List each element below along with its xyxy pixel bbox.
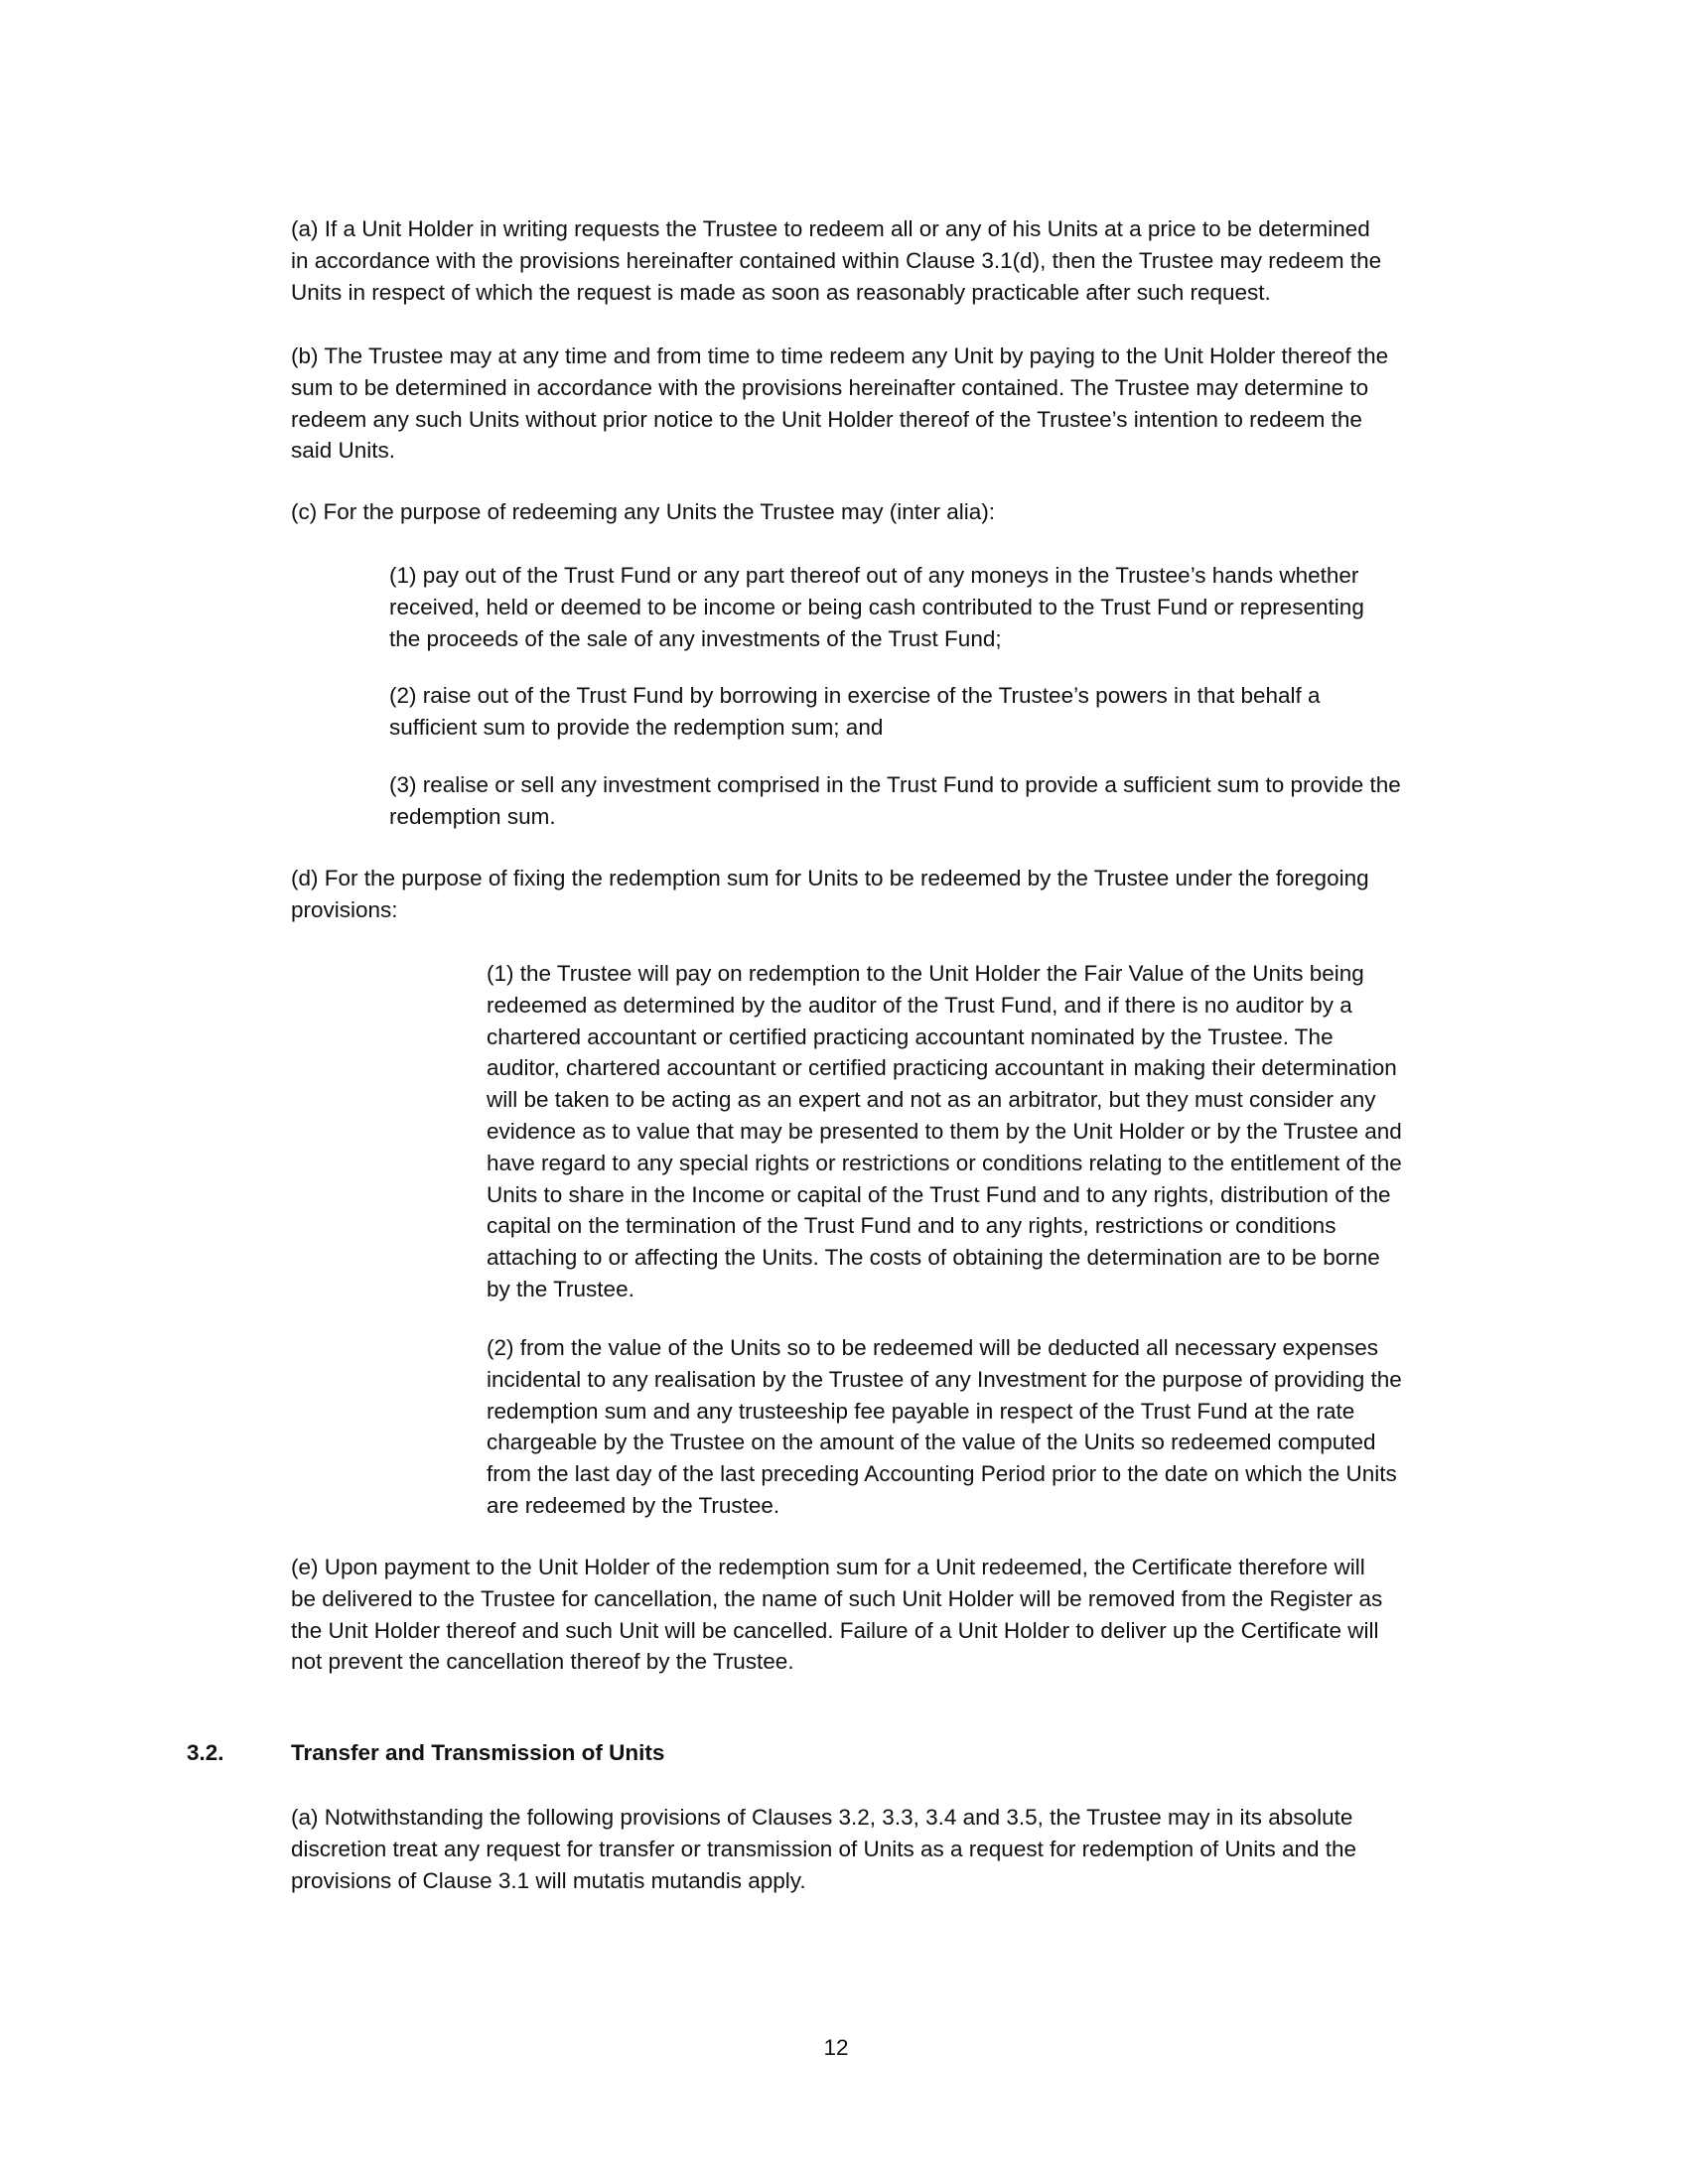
text-line: Units in respect of which the request is made as soon as reasonably practicable after such request. [291,279,1271,305]
text-line: (1) pay out of the Trust Fund or any part thereof out of any moneys in the Trustee’s hands whether [389,563,1359,588]
text-line: are redeemed by the Trustee. [487,1492,780,1518]
text-line: (2) from the value of the Units so to be redeemed will be deducted all necessary expenses [487,1335,1378,1360]
text-line: (d) For the purpose of fixing the redemption sum for Units to be redeemed by the Trustee under the foregoing [291,866,1369,890]
text-line: provisions of Clause 3.1 will mutatis mutandis apply. [291,1867,806,1893]
text-line: will be taken to be acting as an expert and not as an arbitrator, but they must consider any [487,1087,1376,1113]
text-line: chargeable by the Trustee on the amount of the value of the Units so redeemed computed [487,1430,1376,1455]
text-line: the proceeds of the sale of any investments of the Trust Fund; [389,625,1002,651]
text-line: attaching to or affecting the Units. The costs of obtaining the determination are to be borne [487,1245,1380,1271]
clause-3-1-d-2 [487,1332,1402,1522]
clause-3-1-a [291,213,1381,308]
text-line: chartered accountant or certified practicing accountant nominated by the Trustee. The [487,1024,1334,1049]
text-line: in accordance with the provisions hereinafter contained within Clause 3.1(d), then the Trustee may redeem the [291,247,1382,273]
text-line: Units to share in the Income or capital of the Trust Fund and to any rights, distribution of the [487,1181,1391,1207]
section-number: 3.2. [187,1740,224,1765]
text-line: discretion treat any request for transfer or transmission of Units as a request for redemption of Units and the [291,1836,1357,1861]
text-line: said Units. [291,438,396,464]
text-line: sufficient sum to provide the redemption sum; and [389,714,884,740]
text-line: received, held or deemed to be income or being cash contributed to the Trust Fund or representing [389,594,1364,619]
text-line: (a) Notwithstanding the following provisions of Clauses 3.2, 3.3, 3.4 and 3.5, the Trustee may in its absolute [291,1805,1353,1830]
text-line: (2) raise out of the Trust Fund by borrowing in exercise of the Trustee’s powers in that behalf a [389,683,1321,708]
text-line: the Unit Holder thereof and such Unit will be cancelled. Failure of a Unit Holder to deliver up the Certificate will [291,1617,1379,1643]
text-line: (3) realise or sell any investment comprised in the Trust Fund to provide a sufficient sum to provide the [389,772,1401,797]
text-line: capital on the termination of the Trust Fund and to any rights, restrictions or conditions [487,1213,1336,1239]
clause-3-1-c-2 [389,680,1321,744]
page-number: 12 [823,2035,849,2060]
clause-3-1-c [291,496,995,528]
text-line: (a) If a Unit Holder in writing requests the Trustee to redeem all or any of his Units at a price to be determined [291,216,1370,241]
clause-3-1-c-1 [389,560,1364,654]
text-line: redemption sum and any trusteeship fee payable in respect of the Trust Fund at the rate [487,1398,1355,1424]
text-line: redeem any such Units without prior notice to the Unit Holder thereof of the Trustee’s intention to redeem the [291,406,1362,432]
clause-3-1-b [291,341,1388,467]
text-line: redemption sum. [389,803,556,829]
text-line: (c) For the purpose of redeeming any Units the Trustee may (inter alia): [291,499,996,524]
text-line: provisions: [291,896,398,922]
text-line: incidental to any realisation by the Trustee of any Investment for the purpose of providing the [487,1366,1402,1392]
clause-3-1-e [291,1552,1382,1678]
clause-3-2-a [291,1802,1356,1896]
section-heading: Transfer and Transmission of Units [291,1740,665,1765]
text-line: (b) The Trustee may at any time and from time to time redeem any Unit by paying to the Unit Holder thereof the [291,343,1389,368]
clause-3-1-d [291,863,1369,926]
text-line: not prevent the cancellation thereof by the Trustee. [291,1649,794,1675]
text-line: (1) the Trustee will pay on redemption to the Unit Holder the Fair Value of the Units being [487,961,1364,986]
text-line: from the last day of the last preceding Accounting Period prior to the date on which the Units [487,1461,1397,1487]
clause-3-1-c-3 [389,769,1401,833]
text-line: evidence as to value that may be presented to them by the Unit Holder or by the Trustee and [487,1118,1402,1144]
text-line: have regard to any special rights or restrictions or conditions relating to the entitlement of the [487,1150,1402,1175]
text-line: (e) Upon payment to the Unit Holder of the redemption sum for a Unit redeemed, the Certificate therefore will [291,1555,1365,1579]
text-line: auditor, chartered accountant or certified practicing accountant in making their determination [487,1055,1397,1081]
text-line: redeemed as determined by the auditor of the Trust Fund, and if there is no auditor by a [487,992,1352,1018]
clause-3-1-d-1 [487,958,1402,1305]
text-line: be delivered to the Trustee for cancellation, the name of such Unit Holder will be removed from the Register as [291,1585,1383,1611]
text-line: sum to be determined in accordance with the provisions hereinafter contained. The Trustee may determine to [291,374,1369,400]
text-line: by the Trustee. [487,1276,634,1301]
